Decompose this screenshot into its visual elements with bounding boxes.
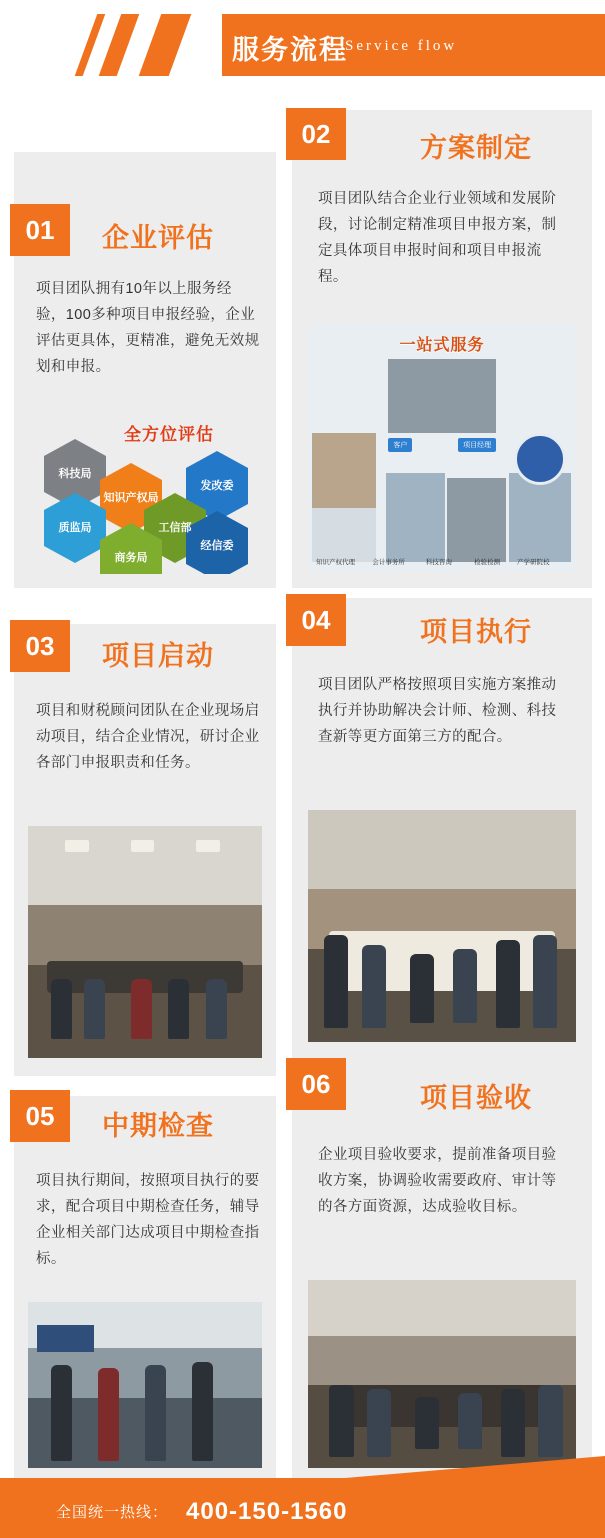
poster-header: [0, 14, 605, 82]
collage-caption: 一站式服务: [399, 337, 485, 354]
hex-node-label: 科技局: [58, 467, 92, 480]
collage-seal-icon: [514, 433, 566, 485]
footer-diagonal-accent: [345, 1456, 605, 1478]
step-illustration-collage: [308, 324, 576, 572]
collage-label-accounting: 会计事务所: [372, 559, 405, 566]
step-description: 项目团队严格按照项目实施方案推动执行并协助解决会计师、检测、科技查新等更方面第三方的配合。: [318, 677, 557, 745]
collage-label-ip: 知识产权代理: [316, 559, 356, 566]
hotline-number: 400-150-1560: [186, 1498, 348, 1525]
step-illustration-photo-conference: [308, 1280, 576, 1468]
collage-photo-office: [386, 473, 445, 562]
step-description: 企业项目验收要求，提前准备项目验收方案，协调验收需要政府、审计等的各方面资源，达成验收目标。: [318, 1147, 557, 1215]
header-accent-slash-small: [75, 14, 106, 76]
page-title: 服务流程: [232, 35, 348, 65]
hex-node-shangwuju: [100, 540, 162, 574]
step-title: 项目启动: [102, 641, 214, 671]
page-subtitle: Service flow: [345, 38, 458, 54]
step-illustration-photo-standing-group: [28, 1302, 262, 1468]
step-description: 项目团队结合企业行业领域和发展阶段，讨论制定精准项目申报方案，制定具体项目申报时间和项目申报流程。: [318, 191, 557, 285]
step-card-04: [292, 598, 592, 1062]
step-description: 项目团队拥有10年以上服务经验，100多种项目申报经验，企业评估更具体，更精准，避免无效规划和申报。: [36, 281, 260, 375]
collage-node-manager: 项目经理: [458, 438, 496, 452]
collage-photo-books: [312, 433, 376, 507]
hex-diagram-caption: 全方位评估: [124, 425, 214, 444]
header-accent-slash-medium: [99, 14, 140, 76]
hex-node-label: 知识产权局: [103, 491, 159, 504]
hotline-label: 全国统一热线：: [56, 1504, 169, 1521]
collage-photo-desk: [312, 508, 376, 563]
header-accent-slash-large: [139, 14, 192, 76]
step-number-badge: 04: [286, 594, 346, 646]
step-title: 中期检查: [102, 1111, 214, 1141]
step-card-01: [14, 152, 276, 588]
step-illustration-photo-meeting-room: [28, 826, 262, 1058]
step-title: 方案制定: [420, 133, 532, 163]
step-title: 项目验收: [420, 1083, 532, 1113]
step-illustration-photo-meeting-table: [308, 810, 576, 1042]
step-number-badge: 02: [286, 108, 346, 160]
collage-label-university: 产学研院校: [517, 559, 550, 566]
collage-photo-meeting: [388, 359, 495, 433]
hex-node-label: 经信委: [200, 539, 234, 552]
hex-node-zhijianju: [44, 510, 106, 546]
hex-node-label: 发改委: [200, 479, 234, 492]
step-description: 项目执行期间，按照项目执行的要求，配合项目中期检查任务，辅导企业相关部门达成项目中期检查指标。: [36, 1173, 260, 1267]
step-title: 企业评估: [102, 223, 214, 253]
step-description: 项目和财税顾问团队在企业现场启动项目，结合企业情况，研讨企业各部门申报职责和任务。: [36, 703, 260, 771]
collage-label-testing: 检验检测: [474, 559, 501, 566]
step-number-badge: 03: [10, 620, 70, 672]
step-card-03: [14, 624, 276, 1076]
hex-node-label: 工信部: [158, 521, 192, 534]
collage-node-customer: 客户: [388, 438, 412, 452]
hex-node-keji: [44, 456, 106, 492]
step-card-02: [292, 110, 592, 588]
step-number-badge: 05: [10, 1090, 70, 1142]
step-number-badge: 01: [10, 204, 70, 256]
collage-photo-lab: [447, 478, 506, 562]
poster-footer: [0, 1452, 605, 1538]
step-illustration-hex-diagram: [28, 414, 262, 574]
hex-node-label: 质监局: [58, 521, 92, 534]
step-number-badge: 06: [286, 1058, 346, 1110]
step-card-05: [14, 1096, 276, 1486]
collage-label-consulting: 科技咨询: [425, 559, 452, 566]
hex-node-label: 商务局: [114, 551, 148, 564]
step-card-06: [292, 1062, 592, 1486]
collage-photo-machine: [509, 473, 571, 562]
hex-node-jingxinwei: [186, 528, 248, 564]
step-title: 项目执行: [420, 617, 532, 647]
